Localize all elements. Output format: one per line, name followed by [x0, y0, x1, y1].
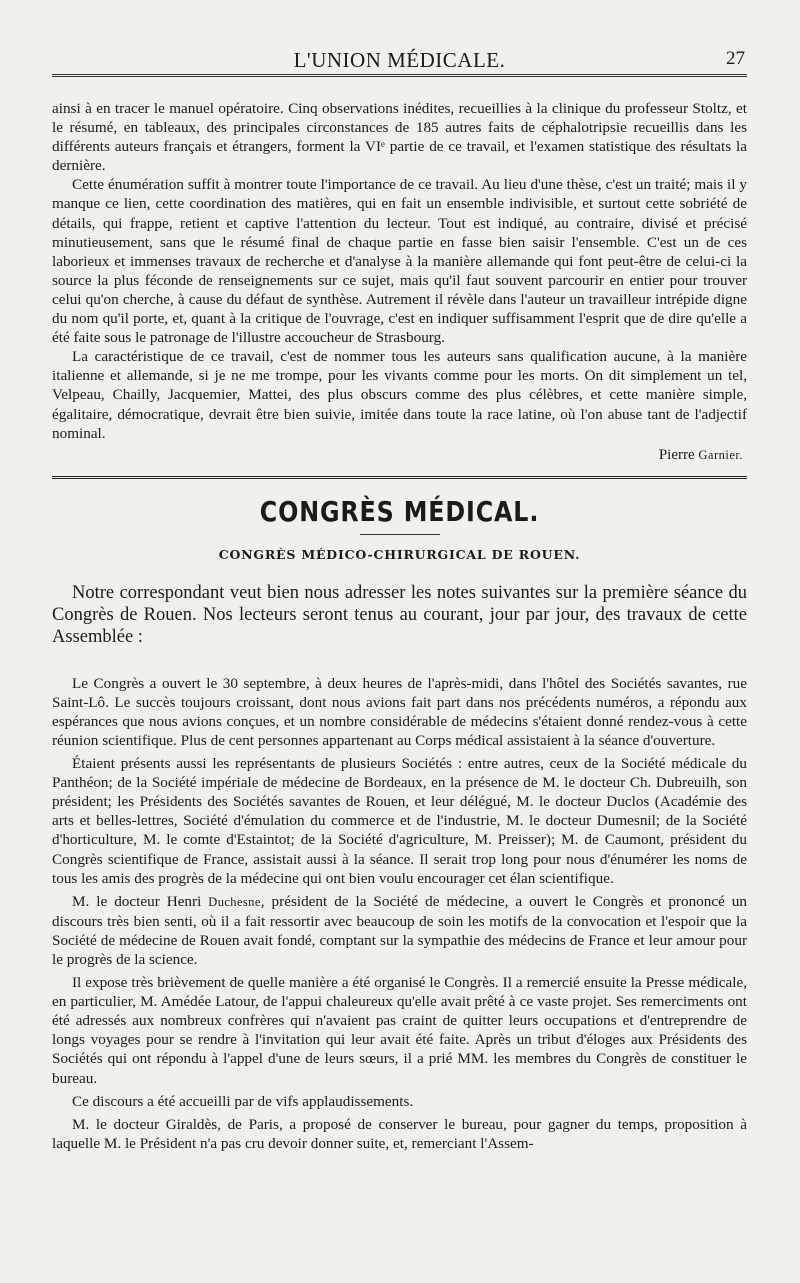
page	[52, 38, 747, 1157]
section-subtitle: CONGRÈS MÉDICO-CHIRURGICAL DE ROUEN.	[218, 546, 581, 562]
signature-first-name: Pierre	[658, 446, 699, 463]
running-head	[52, 38, 747, 77]
report-p3-name: Duchesne	[208, 894, 261, 909]
report-paragraph-2: Étaient présents aussi les représentants de plusieurs Sociétés : entre autres, ceux de la Société médicale du Panthéon; de la Société impériale de médecine de Bordeaux, en la présence de M. le docteur Ch. Dubreuilh, son président; les Présidents des Sociétés savantes de Rouen, et leur délégué, M. le docteur Duclos (Académie des arts et belles-lettres, Société d'émulation du commerce et de l'industrie, M. le docteur Dumesnil; de la Société d'horticulture, M. le comte d'Estaintot; de la Société d'agriculture, M. Preisser); M. de Caumont, président du Congrès scientifique de France, assistait aussi à la séance. Il serait trop long pour nous d'énumérer les noms de tous les amis des progrès de la médecine qui ont bien voulu encourager cet élan scientifique.	[52, 755, 747, 887]
report-paragraph-3	[52, 892, 747, 969]
journal-title: L'UNION MÉDICALE.	[293, 48, 506, 72]
congress-report	[52, 674, 747, 1153]
report-paragraph-4: Il expose très brièvement de quelle manière a été organisé le Congrès. Il a remercié ensuite la Presse médicale, en particulier, M. Amédée Latour, de l'appui chaleureux qu'elle avait prêté à ce vaste projet. Ses remerciments ont été adressés aux nombreux confrères qui n'avaient pas craint de quitter leurs occupations et d'entreprendre de longs voyages pour se rendre à l'invitation qui leur avait été faite. Après un tribut d'éloges aux Présidents des Sociétés qui ont répondu à l'appel d'une de leurs sœurs, il a prié MM. les membres du Congrès de constituer le bureau.	[52, 974, 747, 1087]
report-paragraph-1: Le Congrès a ouvert le 30 septembre, à deux heures de l'après-midi, dans l'hôtel des Sociétés savantes, rue Saint-Lô. Le succès toujours croissant, dont nous avions fait part dans nos précédents numéros, a répondu aux espérances que nous avions conçues, et un nombre considérable de médecins s'étaient donné rendez-vous à cette réunion scientifique. Plus de cent personnes appartenant au Corps médical assistaient à la séance d'ouverture.	[52, 674, 747, 749]
review-paragraph-3: La caractéristique de ce travail, c'est de nommer tous les auteurs sans qualification aucune, à la manière italienne et allemande, si je ne me trompe, pour les vivants comme pour les morts. On dit simplement un tel, Velpeau, Chailly, Jacquemier, Mattei, des plus obscurs comme des plus célèbres, et cette manière simple, égalitaire, démocratique, devrait être bien suivie, imitée dans toute la race latine, où l'on abuse tant de l'adjectif nominal.	[52, 348, 747, 442]
intro-paragraph: Notre correspondant veut bien nous adresser les notes suivantes sur la première séance du Congrès de Rouen. Nos lecteurs seront tenus au courant, jour par jour, des travaux de cette Assemblée :	[52, 582, 747, 647]
review-article	[52, 99, 747, 464]
report-p3-rest: , président de la Société de médecine, a ouvert le Congrès et prononcé un discours très bien senti, où il a fait ressortir avec beaucoup de soin les motifs de la convocation et l'espoir que la Société de médecine de Rouen avait fondé, comptant sur la sympathie des médecins de France et leur amour pour le progrès de la science.	[52, 892, 747, 968]
report-paragraph-6: M. le docteur Giraldès, de Paris, a proposé de conserver le bureau, pour gagner du temps, proposition à laquelle M. le Président n'a pas cru devoir donner suite, et, remerciant l'Assem-	[52, 1115, 747, 1152]
title-underline	[360, 534, 440, 535]
report-p3-lead: M. le docteur Henri	[72, 892, 209, 910]
report-paragraph-5: Ce discours a été accueilli par de vifs applaudissements.	[72, 1092, 414, 1110]
page-number: 27	[726, 48, 745, 69]
signature-last-name: Garnier.	[698, 447, 743, 462]
review-paragraph-1: ainsi à en tracer le manuel opératoire. Cinq observations inédites, recueillies à la clinique du professeur Stoltz, et le résumé, en tableaux, des principales circonstances de 185 autres faits de céphalotripsie recueillis dans les différents auteurs français et étrangers, forment la VIᵉ partie de ce travail, et l'examen statistique des résultats la dernière.	[52, 100, 747, 175]
section-title: CONGRÈS MÉDICAL.	[259, 494, 540, 528]
review-paragraph-2: Cette énumération suffit à montrer toute l'importance de ce travail. Au lieu d'une thèse, c'est un traité; mais il y manque ce lien, cette coordination des matières, qui en fait un ensemble indivisible, et surtout cette sobriété de détails, qui frappe, retient et captive l'attention du lecteur. Tout est indiqué, au contraire, divisé et précisé minutieusement, sans que le résumé final de chaque partie en fasse bien saisir l'ensemble. C'est un de ces laborieux et immenses travaux de recherche et d'analyse à la manière allemande qui font peut-être de celui-ci la source la plus féconde de renseignements sur ce sujet, mais qu'il faut souvent parcourir en entier pour trouver celui qu'on cherche, à cause du défaut de synthèse. Autrement il révèle dans l'auteur un travailleur intrépide digne du nom qu'il porte, et, quant à la critique de l'ouvrage, c'est en indiquer suffisamment l'esprit que de dire qu'elle a été faite sous le patronage de l'illustre accoucheur de Strasbourg.	[52, 176, 747, 347]
section-divider	[52, 476, 747, 479]
author-signature	[52, 447, 743, 464]
